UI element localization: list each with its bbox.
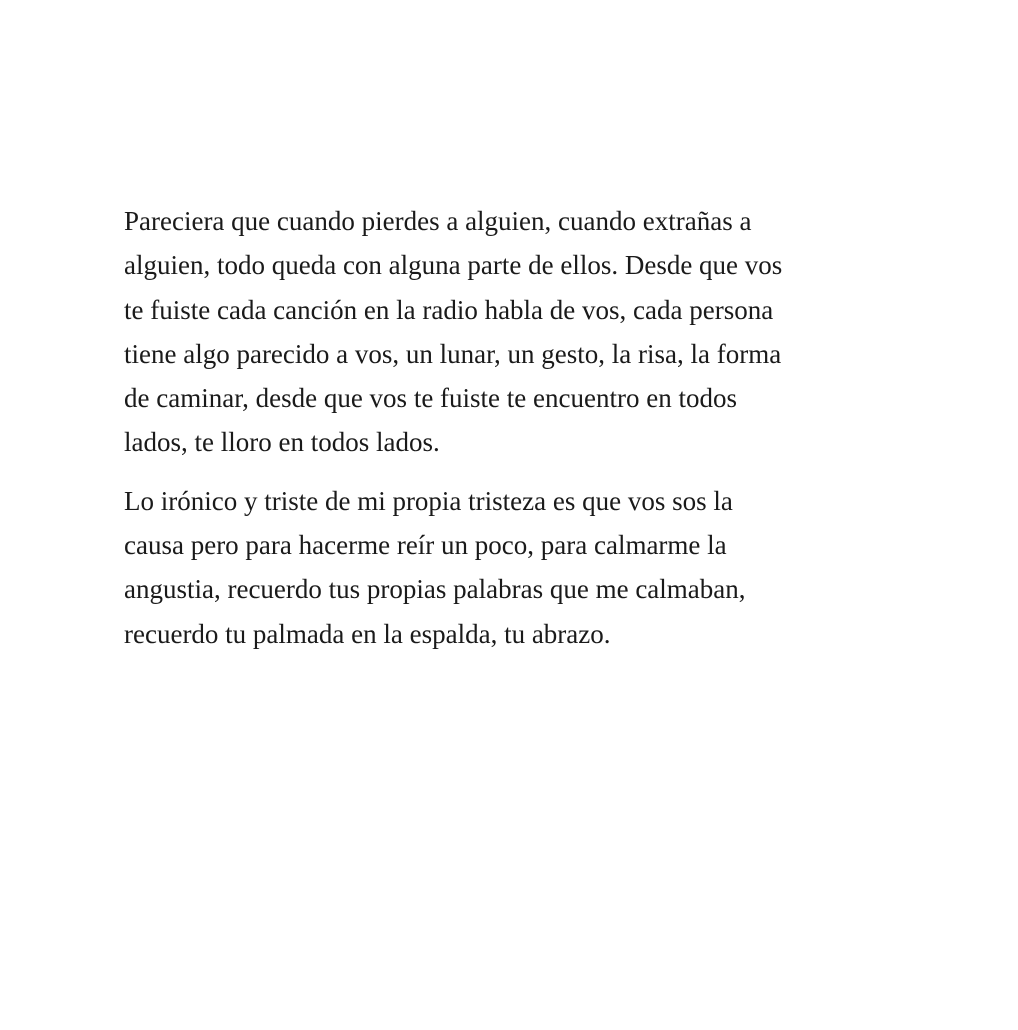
text-line: te fuiste cada canción en la radio habla de vos, cada persona xyxy=(124,294,774,325)
text-line: recuerdo tu palmada en la espalda, tu abrazo. xyxy=(124,618,611,649)
body-text xyxy=(124,199,876,656)
text-line: tiene algo parecido a vos, un lunar, un gesto, la risa, la forma xyxy=(124,338,782,369)
paragraph-1 xyxy=(124,199,876,465)
text-line: causa pero para hacerme reír un poco, para calmarme la xyxy=(124,530,727,561)
text-line: de caminar, desde que vos te fuiste te encuentro en todos xyxy=(124,383,737,414)
text-line: Pareciera que cuando pierdes a alguien, cuando extrañas a xyxy=(124,206,752,236)
text-line: Lo irónico y triste de mi propia tristeza es que vos sos la xyxy=(124,485,733,516)
text-line: angustia, recuerdo tus propias palabras que me calmaban, xyxy=(124,574,746,605)
text-line: alguien, todo queda con alguna parte de ellos. Desde que vos xyxy=(124,250,783,281)
text-line: lados, te lloro en todos lados. xyxy=(124,427,440,458)
paragraph-2 xyxy=(124,479,876,656)
